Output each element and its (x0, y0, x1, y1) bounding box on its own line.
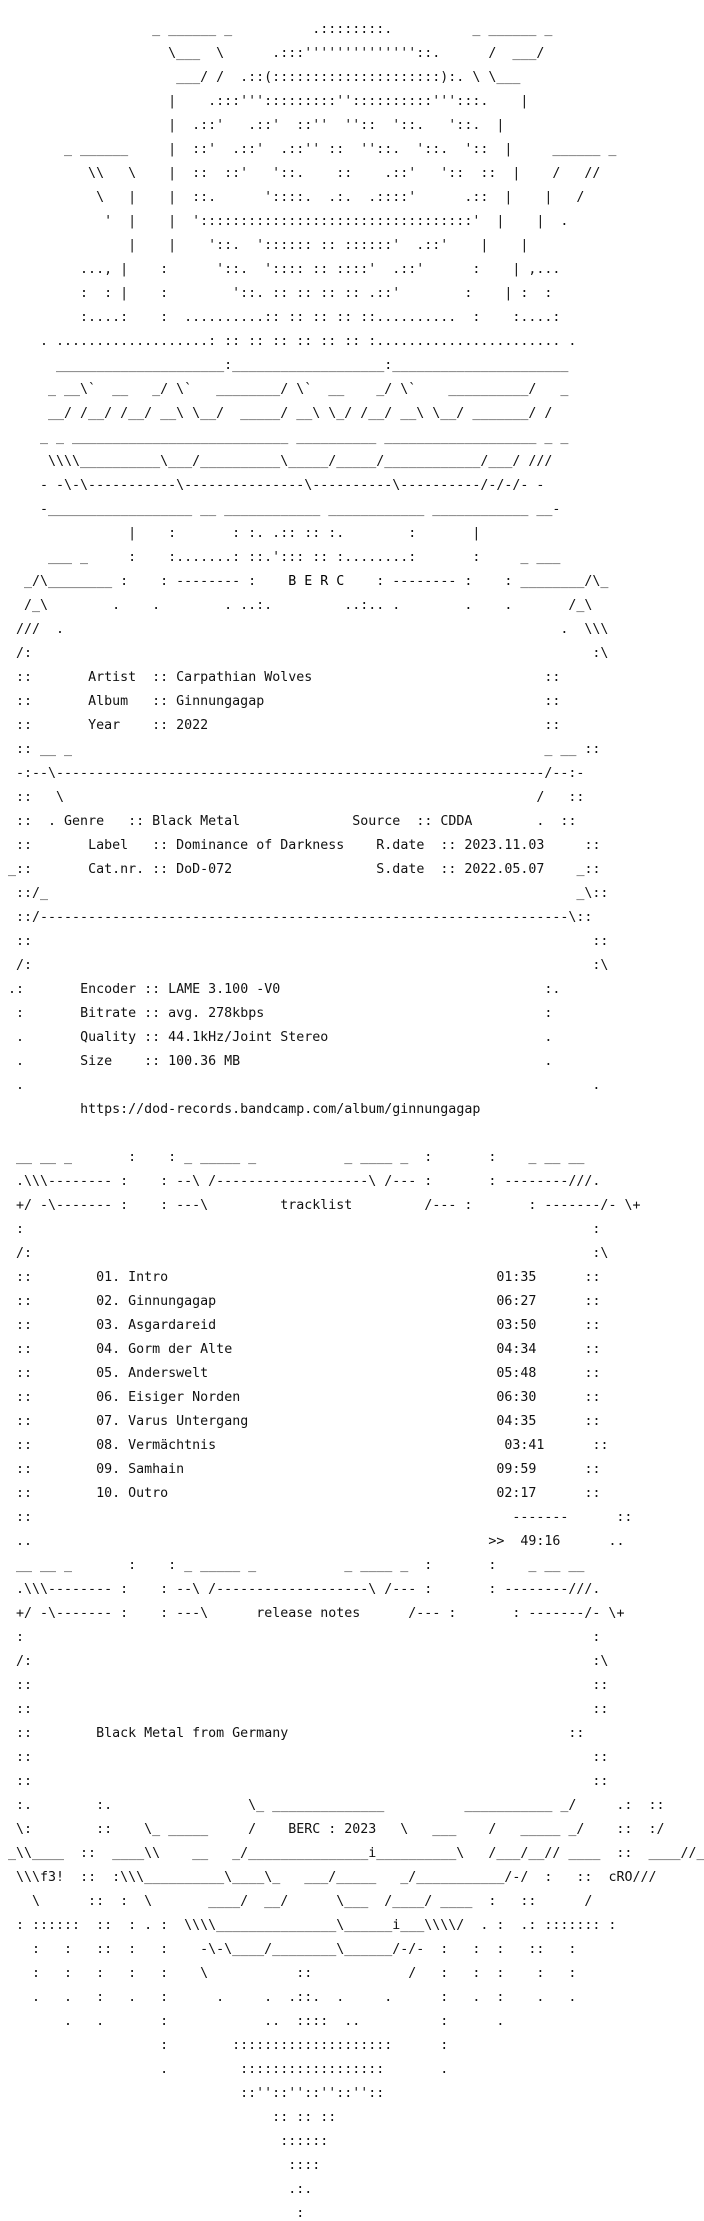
art-line: : (0, 2206, 305, 2221)
size-value: 100.36 MB (168, 1054, 241, 1069)
art-line: \ | | ::. '::::. .:. .::::' .:: | | / (0, 190, 585, 205)
art-line: | .::' .::' ::'' '':: '::. '::. | (0, 118, 505, 133)
rdate-label: R.date (376, 838, 425, 853)
art-line: \ :: : \ ____/ __/ \___ /____/ ____ : :: / (0, 1894, 593, 1909)
art-line: _/\________ : : -------- : B E R C : -------- : : ________/\_ (0, 574, 609, 589)
art-line: /: :\ (0, 1654, 609, 1669)
art-line: . . : . : . . .::. . . : . : . . (0, 1990, 577, 2005)
art-line: : : (0, 1630, 601, 1645)
total-time: 49:16 (520, 1534, 561, 1549)
track-time: 06:27 (496, 1294, 537, 1309)
track-time: 03:41 (504, 1438, 545, 1453)
art-line: :: :: (0, 1678, 609, 1693)
art-line: : Bitrate :: avg. 278kbps : (0, 1006, 553, 1021)
group-name: B E R C (288, 574, 345, 589)
track-title: Ginnungagap (128, 1294, 217, 1309)
art-line: ::/------------------------------------------------------------------\:: (0, 910, 593, 925)
bitrate-label: Bitrate (80, 1006, 137, 1021)
art-line: ::/_ _\:: (0, 886, 609, 901)
art-line: . . : .. :::: .. : . (0, 2014, 505, 2029)
total-row: .. >> 49:16 .. (0, 1534, 625, 1549)
track-title: Gorm der Alte (128, 1342, 233, 1357)
art-line: :: . Genre :: Black Metal Source :: CDDA . :: (0, 814, 577, 829)
track-time: 04:35 (496, 1414, 537, 1429)
art-line: -__________________ __ ____________ ____________ ____________ __- (0, 502, 561, 517)
track-time: 04:34 (496, 1342, 537, 1357)
art-line: . ...................: :: :: :: :: :: :: :....................... . (0, 334, 577, 349)
art-line: .\\\-------- : : --\ /-------------------\ /--- : : --------///. (0, 1174, 601, 1189)
art-line: \: :: \_ _____ / BERC : 2023 \ ___ / _____ _/ :: :/ (0, 1822, 665, 1837)
year-label: Year (88, 718, 121, 733)
art-line: :: ------- :: (0, 1510, 633, 1525)
track-time: 03:50 (496, 1318, 537, 1333)
art-line: /: :\ (0, 1246, 609, 1261)
art-line: ::''::''::''::'':: (0, 2086, 385, 2101)
nfo-document (0, 22, 704, 2221)
track-row: :: 02. Ginnungagap 06:27 :: (0, 1294, 601, 1309)
art-line: : : : : : \ :: / : : : : : (0, 1966, 577, 1981)
art-line: | : : :. .:: :: :. : | (0, 526, 481, 541)
art-line: +/ -\------- : : ---\ tracklist /--- : : -------/- \+ (0, 1198, 641, 1213)
size-label: Size (80, 1054, 113, 1069)
track-row: :: 06. Eisiger Norden 06:30 :: (0, 1390, 601, 1405)
art-line: . :::::::::::::::::: . (0, 2062, 449, 2077)
track-time: 06:30 (496, 1390, 537, 1405)
artist-value: Carpathian Wolves (176, 670, 313, 685)
art-line: ___ _ : :.......: ::.'::: :: :........: : _ ___ (0, 550, 561, 565)
track-time: 09:59 (496, 1462, 537, 1477)
catnr-value: DoD-072 (176, 862, 233, 877)
release-notes-text: Black Metal from Germany (96, 1726, 289, 1741)
art-line: __/ /__/ /__/ __\ \__/ _____/ __\ \_/ /__/ __\ \__/ _______/ / (0, 406, 553, 421)
track-number: 08. (96, 1438, 121, 1453)
genre-value: Black Metal (152, 814, 241, 829)
year-value: 2022 (176, 718, 209, 733)
genre-label: Genre (64, 814, 105, 829)
track-number: 05. (96, 1366, 121, 1381)
art-line: : : :: : : -\-\____/________\______/-/- : : : :: : (0, 1942, 577, 1957)
tracklist-title: tracklist (280, 1198, 353, 1213)
art-line: \___ \ .:::''''''''''''''::. / ___/ (0, 46, 545, 61)
track-number: 09. (96, 1462, 121, 1477)
art-line: . Size :: 100.36 MB . (0, 1054, 553, 1069)
art-line: __ __ _ : : _ _____ _ _ ____ _ : : _ __ __ (0, 1558, 585, 1573)
art-line: _____________________:___________________:______________________ (0, 358, 569, 373)
album-value: Ginnungagap (176, 694, 265, 709)
art-line: | .:::''':::::::::''::::::::::''':::. | (0, 94, 529, 109)
art-line: \\\\__________\___/__________\_____/_____/____________/___/ /// (0, 454, 553, 469)
catnr-label: Cat.nr. (88, 862, 145, 877)
art-line (0, 1104, 640, 1116)
art-line: /// . . \\\ (0, 622, 609, 637)
encoder-label: Encoder (80, 982, 137, 997)
track-number: 04. (96, 1342, 121, 1357)
art-line: :: :: (0, 1774, 609, 1789)
art-line: .\\\-------- : : --\ /-------------------\ /--- : : --------///. (0, 1582, 601, 1597)
art-line: /_\ . . . ..:. ..:.. . . . /_\ (0, 598, 593, 613)
art-line: /: :\ (0, 958, 609, 973)
footer-group-year: BERC : 2023 (288, 1822, 377, 1837)
encoder-value: LAME 3.100 -V0 (168, 982, 281, 997)
art-line: :: :: :: (0, 2110, 337, 2125)
track-title: Varus Untergang (128, 1414, 249, 1429)
track-time: 05:48 (496, 1366, 537, 1381)
art-line: :: __ _ _ __ :: (0, 742, 601, 757)
art-line: :....: : ..........:: :: :: :: ::.......... : :....: (0, 310, 561, 325)
track-number: 10. (96, 1486, 121, 1501)
art-line: ___/ / .::(:::::::::::::::::::::):. \ \___ (0, 70, 521, 85)
art-line: - -\-\-----------\---------------\----------\----------/-/-/- - (0, 478, 545, 493)
art-line: :: \ / :: (0, 790, 585, 805)
art-line: _ _ ___________________________ __________ ___________________ _ _ (0, 430, 569, 445)
sdate-value: 2022.05.07 (464, 862, 545, 877)
art-line: ..., | : '::. ':::: :: ::::' .::' : | ,... (0, 262, 561, 277)
track-row: :: 01. Intro 01:35 :: (0, 1270, 601, 1285)
quality-label: Quality (80, 1030, 137, 1045)
right-signature: cRO (608, 1870, 633, 1885)
track-row: :: 09. Samhain 09:59 :: (0, 1462, 601, 1477)
art-line: _ ______ _ .::::::::. _ ______ _ (0, 22, 553, 37)
art-line: :: Year :: 2022 :: (0, 718, 561, 733)
art-line: :::::: (0, 2134, 329, 2149)
rdate-value: 2023.11.03 (464, 838, 545, 853)
art-line: : : (0, 1222, 601, 1237)
total-marker: >> (488, 1534, 505, 1549)
art-line: :: :: (0, 1702, 609, 1717)
art-line: . Quality :: 44.1kHz/Joint Stereo . (0, 1030, 553, 1045)
track-title: Outro (128, 1486, 169, 1501)
art-line: : :::::: :: : . : \\\\_______________\______i___\\\\/ . : .: ::::::: : (0, 1918, 617, 1933)
track-number: 01. (96, 1270, 121, 1285)
track-row: :: 08. Vermächtnis 03:41 :: (0, 1438, 609, 1453)
art-line: : : | : '::. :: :: :: :: .::' : | : : (0, 286, 553, 301)
art-line: :. :. \_ ______________ ___________ _/ .: :: (0, 1798, 665, 1813)
left-signature: f3! (40, 1870, 65, 1885)
art-line: .:. (0, 2182, 313, 2197)
art-line: | | '::. ':::::: :: ::::::' .::' | | (0, 238, 529, 253)
track-number: 07. (96, 1414, 121, 1429)
track-row: :: 03. Asgardareid 03:50 :: (0, 1318, 601, 1333)
track-title: Asgardareid (128, 1318, 217, 1333)
art-line: _\\____ :: ____\\ __ _/_______________i__________\ /___/__// ____ :: ____//_ (0, 1846, 704, 1861)
art-line: :: Black Metal from Germany :: (0, 1726, 585, 1741)
track-row: :: 04. Gorm der Alte 04:34 :: (0, 1342, 601, 1357)
art-line: .: Encoder :: LAME 3.100 -V0 :. (0, 982, 561, 997)
art-line: ' | | '::::::::::::::::::::::::::::::::::' | | . (0, 214, 569, 229)
release-notes-title: release notes (256, 1606, 361, 1621)
track-row: :: 10. Outro 02:17 :: (0, 1486, 601, 1501)
label-label: Label (88, 838, 129, 853)
track-number: 06. (96, 1390, 121, 1405)
track-title: Intro (128, 1270, 169, 1285)
artist-label: Artist (88, 670, 137, 685)
album-label: Album (88, 694, 129, 709)
quality-value: 44.1kHz/Joint Stereo (168, 1030, 329, 1045)
art-line: :: :: (0, 1750, 609, 1765)
track-row: :: 05. Anderswelt 05:48 :: (0, 1366, 601, 1381)
source-label: Source (352, 814, 401, 829)
label-value: Dominance of Darkness (176, 838, 345, 853)
track-title: Eisiger Norden (128, 1390, 241, 1405)
art-line: :: :: (0, 934, 609, 949)
art-line: \\ \ | :: ::' '::. :: .::' ':: :: | / // (0, 166, 601, 181)
sdate-label: S.date (376, 862, 425, 877)
track-time: 02:17 (496, 1486, 537, 1501)
art-line: _ __\` __ _/ \` ________/ \` __ _/ \` __________/ _ (0, 382, 569, 397)
art-line: _:: Cat.nr. :: DoD-072 S.date :: 2022.05.07 _:: (0, 862, 601, 877)
track-title: Anderswelt (128, 1366, 209, 1381)
art-line: :::: (0, 2158, 321, 2173)
track-row: :: 07. Varus Untergang 04:35 :: (0, 1414, 601, 1429)
album-url[interactable]: https://dod-records.bandcamp.com/album/ginnungagap (80, 1102, 481, 1117)
source-value: CDDA (440, 814, 473, 829)
art-line (0, 1128, 640, 1140)
track-time: 01:35 (496, 1270, 537, 1285)
art-line: :: Label :: Dominance of Darkness R.date :: 2023.11.03 :: (0, 838, 601, 853)
art-line: . . (0, 1078, 601, 1093)
art-line: :: Artist :: Carpathian Wolves :: (0, 670, 561, 685)
art-line: /: :\ (0, 646, 609, 661)
bitrate-value: avg. 278kbps (168, 1006, 265, 1021)
art-line: _ ______ | ::' .::' .::'' :: ''::. '::. ':: | ______ _ (0, 142, 617, 157)
art-line: +/ -\------- : : ---\ release notes /--- : : -------/- \+ (0, 1606, 625, 1621)
track-number: 03. (96, 1318, 121, 1333)
art-line: \\\f3! :: :\\\__________\____\_ ___/_____ _/___________/-/ : :: cRO/// (0, 1870, 657, 1885)
art-line: : :::::::::::::::::::: : (0, 2038, 449, 2053)
track-title: Vermächtnis (128, 1438, 217, 1453)
art-line: -:--\-------------------------------------------------------------/--:- (0, 766, 585, 781)
track-title: Samhain (128, 1462, 185, 1477)
art-line: __ __ _ : : _ _____ _ _ ____ _ : : _ __ __ (0, 1150, 585, 1165)
art-line: :: Album :: Ginnungagap :: (0, 694, 561, 709)
track-number: 02. (96, 1294, 121, 1309)
